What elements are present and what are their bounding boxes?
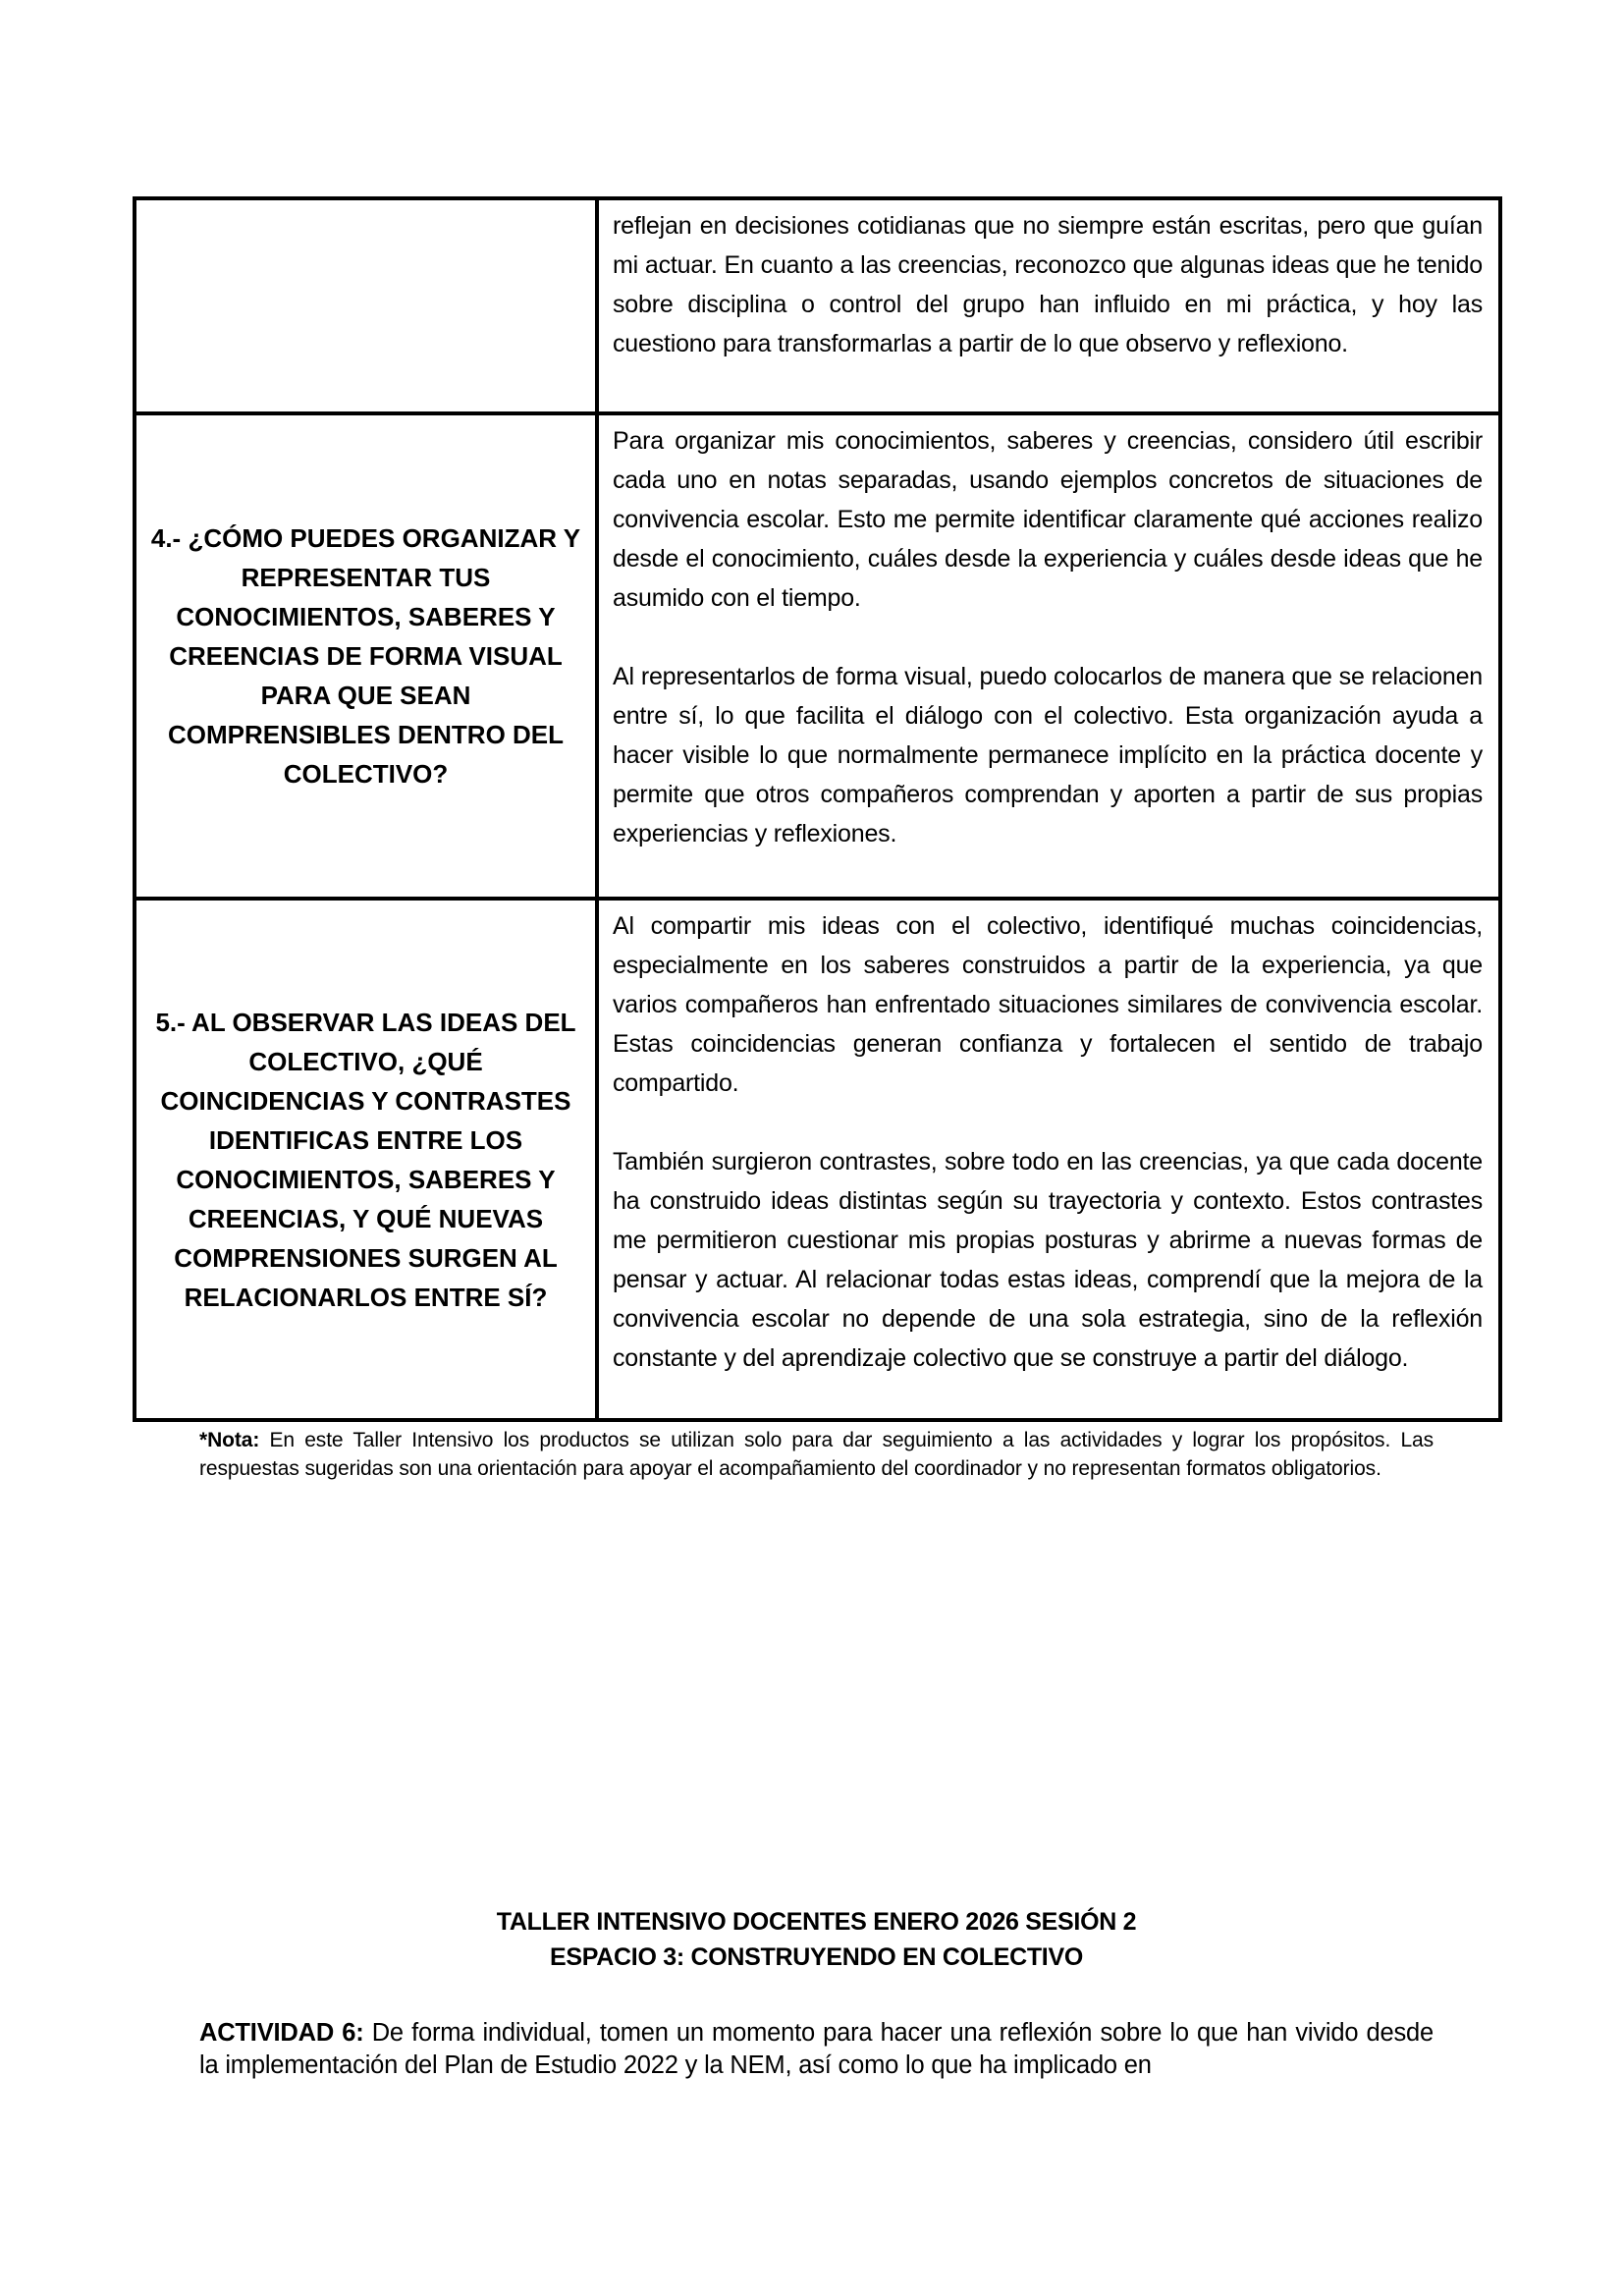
footnote [199, 1426, 1434, 1483]
question-cell-continued [136, 200, 599, 415]
answer-cell-5 [599, 901, 1498, 1418]
activity-label: ACTIVIDAD 6: [199, 2019, 364, 2047]
session-title [199, 1904, 1434, 1975]
activity-text: De forma individual, tomen un momento para hacer una reflexión sobre lo que han vivido desde la implementación del Plan de Estudio 2022 y la NEM, así como lo que ha implicado en [199, 2019, 1434, 2079]
session-title-line1: TALLER INTENSIVO DOCENTES ENERO 2026 SESIÓN 2 [496, 1908, 1137, 1936]
question-cell-4 [136, 415, 599, 901]
question-cell-5 [136, 901, 599, 1418]
answer-cell-continued [599, 200, 1498, 415]
answer-cell-4 [599, 415, 1498, 901]
questions-answers-table [133, 196, 1502, 1422]
footnote-text: En este Taller Intensivo los productos se utilizan solo para dar seguimiento a las actividades y lograr los propósitos. Las respuestas sugeridas son una orientación para apoyar el acompañamiento del coordinador y no representan formatos obligatorios. [199, 1429, 1434, 1480]
answer-paragraph: Al compartir mis ideas con el colectivo, identifiqué muchas coincidencias, especialmente en los saberes construidos a partir de la experiencia, ya que varios compañeros han enfrentado situaciones similares de convivencia escolar. Estas coincidencias generan confianza y fortalecen el sentido de trabajo compartido. [613, 912, 1483, 1097]
session-title-line2: ESPACIO 3: CONSTRUYENDO EN COLECTIVO [550, 1943, 1083, 1971]
question-text-5: 5.- AL OBSERVAR LAS IDEAS DEL COLECTIVO, ¿QUÉ COINCIDENCIAS Y CONTRASTES IDENTIFICAS ENTRE LOS CONOCIMIENTOS, SABERES Y CREENCIAS, Y QUÉ NUEVAS COMPRENSIONES SURGEN AL RELACIONARLOS ENTRE SÍ? [155, 1007, 576, 1312]
answer-paragraph: También surgieron contrastes, sobre todo en las creencias, ya que cada docente ha construido ideas distintas según su trayectoria y contexto. Estos contrastes me permitieron cuestionar mis propias posturas y abrirme a nuevas formas de pensar y actuar. Al relacionar todas estas ideas, comprendí que la mejora de la convivencia escolar no depende de una sola estrategia, sino de la reflexión constante y del aprendizaje colectivo que se construye a partir del diálogo. [613, 1148, 1483, 1372]
answer-paragraph: Al representarlos de forma visual, puedo colocarlos de manera que se relacionen entre sí, lo que facilita el diálogo con el colectivo. Esta organización ayuda a hacer visible lo que normalmente permanece implícito en la práctica docente y permite que otros compañeros comprendan y aporten a partir de sus propias experiencias y reflexiones. [613, 663, 1483, 847]
question-text-4: 4.- ¿CÓMO PUEDES ORGANIZAR Y REPRESENTAR TUS CONOCIMIENTOS, SABERES Y CREENCIAS DE FORMA VISUAL PARA QUE SEAN COMPRENSIBLES DENTRO DEL COLECTIVO? [150, 523, 581, 789]
answer-paragraph: reflejan en decisiones cotidianas que no siempre están escritas, pero que guían mi actuar. En cuanto a las creencias, reconozco que algunas ideas que he tenido sobre disciplina o control del grupo han influido en mi práctica, y hoy las cuestiono para transformarlas a partir de lo que observo y reflexiono. [613, 212, 1483, 357]
answer-paragraph: Para organizar mis conocimientos, saberes y creencias, considero útil escribir cada uno en notas separadas, usando ejemplos concretos de situaciones de convivencia escolar. Esto me permite identificar claramente qué acciones realizo desde el conocimiento, cuáles desde la experiencia y cuáles desde ideas que he asumido con el tiempo. [613, 427, 1483, 612]
footnote-label: *Nota: [199, 1429, 260, 1451]
activity-paragraph [199, 2017, 1434, 2082]
